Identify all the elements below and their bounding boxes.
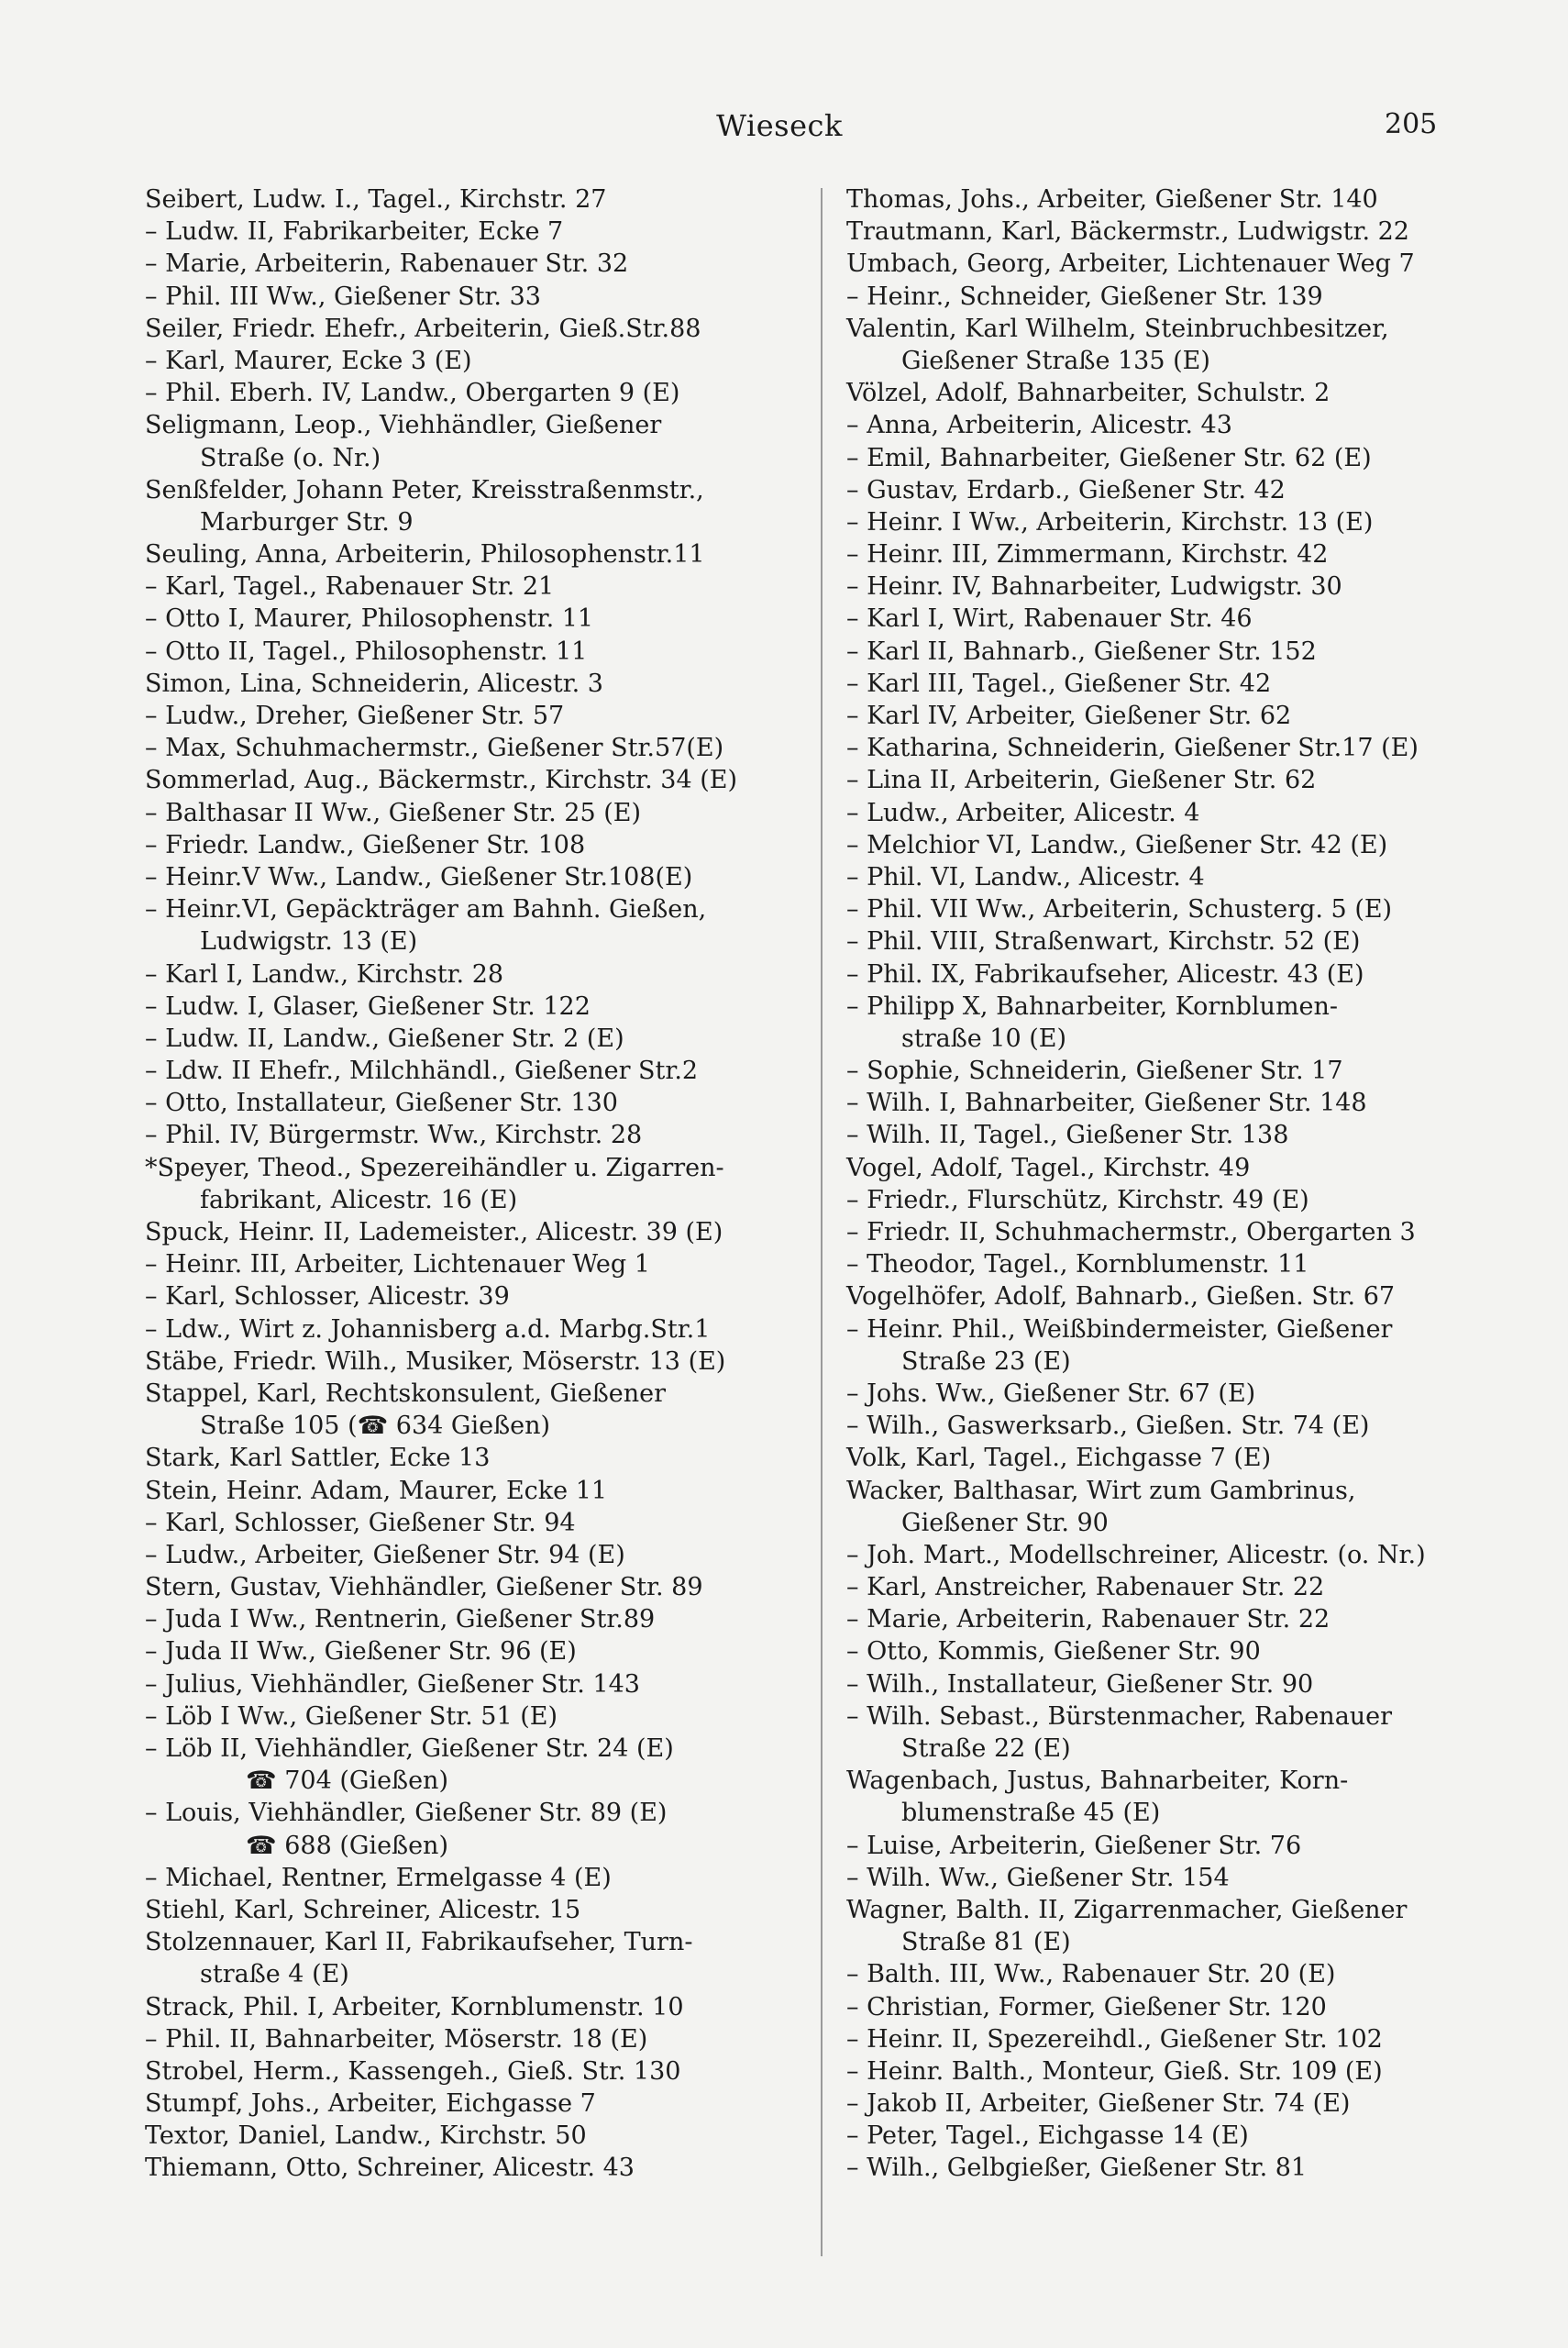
directory-entry-line: – Phil. VII Ww., Arbeiterin, Schusterg. 5 (E) xyxy=(846,895,1393,925)
directory-entry-line: Trautmann, Karl, Bäckermstr., Ludwigstr. 22 xyxy=(846,217,1409,247)
directory-entry-line: – Phil. Eberh. IV, Landw., Obergarten 9 (E) xyxy=(145,379,680,408)
directory-entry-line: – Heinr. III, Zimmermann, Kirchstr. 42 xyxy=(846,540,1329,570)
directory-entry-line: – Phil. IV, Bürgermstr. Ww., Kirchstr. 28 xyxy=(145,1121,643,1150)
directory-entry-line: – Friedr., Flurschütz, Kirchstr. 49 (E) xyxy=(846,1185,1309,1214)
directory-entry-line: – Friedr. II, Schuhmachermstr., Obergarten 3 xyxy=(846,1218,1416,1246)
directory-entry-line: Seuling, Anna, Arbeiterin, Philosophenstr.11 xyxy=(145,540,705,570)
directory-entry-line: Stark, Karl Sattler, Ecke 13 xyxy=(145,1444,491,1473)
directory-entry-line: – Luise, Arbeiterin, Gießener Str. 76 xyxy=(846,1831,1302,1860)
directory-entry-line: Seibert, Ludw. I., Tagel., Kirchstr. 27 xyxy=(145,185,607,214)
directory-entry-line: – Joh. Mart., Modellschreiner, Alicestr. (o. Nr.) xyxy=(846,1540,1426,1569)
page-title: Wieseck xyxy=(716,108,843,143)
directory-entry-line: – Heinr. IV, Bahnarbeiter, Ludwigstr. 30 xyxy=(846,572,1342,602)
directory-entry-line: – Ludw., Dreher, Gießener Str. 57 xyxy=(145,702,565,730)
directory-entry-line: – Marie, Arbeiterin, Rabenauer Str. 32 xyxy=(145,249,629,279)
page-number: 205 xyxy=(1385,108,1438,140)
directory-entry-line: – Karl I, Wirt, Rabenauer Str. 46 xyxy=(846,604,1253,634)
directory-entry-line: Stolzennauer, Karl II, Fabrikaufseher, Turn- xyxy=(145,1928,693,1957)
directory-entry-line: – Theodor, Tagel., Kornblumenstr. 11 xyxy=(846,1250,1309,1279)
directory-entry-line: – Juda I Ww., Rentnerin, Gießener Str.89 xyxy=(145,1605,656,1634)
directory-entry-line: Wagner, Balth. II, Zigarrenmacher, Gießener xyxy=(846,1895,1408,1924)
directory-entry-line: – Juda II Ww., Gießener Str. 96 (E) xyxy=(145,1637,577,1667)
directory-entry-line: – Michael, Rentner, Ermelgasse 4 (E) xyxy=(145,1863,612,1892)
directory-entry-line: – Wilh. Ww., Gießener Str. 154 xyxy=(846,1863,1230,1892)
directory-entry-line: Straße 81 (E) xyxy=(901,1928,1071,1957)
directory-entry-line: – Löb II, Viehhändler, Gießener Str. 24 (E) xyxy=(145,1734,674,1763)
directory-entry-line: – Ldw., Wirt z. Johannisberg a.d. Marbg.Str.1 xyxy=(145,1314,711,1344)
directory-entry-line: – Balth. III, Ww., Rabenauer Str. 20 (E) xyxy=(846,1960,1336,1989)
directory-entry-line: – Lina II, Arbeiterin, Gießener Str. 62 xyxy=(846,766,1317,795)
directory-entry-line: – Heinr. I Ww., Arbeiterin, Kirchstr. 13 (E) xyxy=(846,507,1374,537)
directory-entry-line: – Phil. III Ww., Gießener Str. 33 xyxy=(145,282,541,311)
directory-entry-line: – Karl, Maurer, Ecke 3 (E) xyxy=(145,346,472,375)
directory-entry-line: Straße 105 (☎ 634 Gießen) xyxy=(200,1412,551,1441)
directory-entry-line: Gießener Straße 135 (E) xyxy=(901,346,1210,375)
column-divider xyxy=(821,188,823,2256)
directory-entry-line: – Karl, Tagel., Rabenauer Str. 21 xyxy=(145,572,555,602)
directory-entry-line: Vogel, Adolf, Tagel., Kirchstr. 49 xyxy=(846,1153,1251,1182)
directory-entry-line: Straße 23 (E) xyxy=(901,1346,1071,1376)
directory-entry-line: – Heinr.V Ww., Landw., Gießener Str.108(E) xyxy=(145,862,693,892)
directory-entry-line: Stäbe, Friedr. Wilh., Musiker, Möserstr. 13 (E) xyxy=(145,1346,726,1376)
directory-entry-line: – Louis, Viehhändler, Gießener Str. 89 (E) xyxy=(145,1799,668,1828)
directory-entry-line: – Johs. Ww., Gießener Str. 67 (E) xyxy=(846,1379,1256,1408)
directory-entry-line: – Wilh. I, Bahnarbeiter, Gießener Str. 148 xyxy=(846,1089,1367,1118)
directory-entry-line: – Ldw. II Ehefr., Milchhändl., Gießener Str.2 xyxy=(145,1057,699,1086)
directory-entry-line: Seligmann, Leop., Viehhändler, Gießener xyxy=(145,411,662,440)
directory-entry-line: – Julius, Viehhändler, Gießener Str. 143 xyxy=(145,1669,640,1699)
directory-entry-line: – Wilh., Gelbgießer, Gießener Str. 81 xyxy=(846,2154,1308,2183)
directory-entry-line: – Christian, Former, Gießener Str. 120 xyxy=(846,1992,1327,2021)
directory-entry-line: – Sophie, Schneiderin, Gießener Str. 17 xyxy=(846,1057,1343,1086)
directory-entry-line: straße 10 (E) xyxy=(901,1024,1067,1053)
directory-entry-line: Straße (o. Nr.) xyxy=(200,443,381,472)
directory-entry-line: – Ludw. II, Fabrikarbeiter, Ecke 7 xyxy=(145,217,564,247)
directory-entry-line: ☎ 704 (Gießen) xyxy=(246,1767,448,1796)
directory-entry-line: Völzel, Adolf, Bahnarbeiter, Schulstr. 2 xyxy=(846,379,1331,408)
directory-entry-line: – Karl, Schlosser, Alicestr. 39 xyxy=(145,1282,510,1312)
directory-entry-line: Gießener Str. 90 xyxy=(901,1508,1109,1537)
directory-entry-line: Marburger Str. 9 xyxy=(200,507,414,537)
directory-entry-line: – Ludw., Arbeiter, Alicestr. 4 xyxy=(846,798,1200,827)
directory-entry-line: Ludwigstr. 13 (E) xyxy=(200,927,418,957)
directory-entry-line: Strack, Phil. I, Arbeiter, Kornblumenstr. 10 xyxy=(145,1992,684,2021)
directory-entry-line: – Ludw., Arbeiter, Gießener Str. 94 (E) xyxy=(145,1540,625,1569)
directory-entry-line: Valentin, Karl Wilhelm, Steinbruchbesitzer, xyxy=(846,314,1389,343)
directory-entry-line: – Heinr., Schneider, Gießener Str. 139 xyxy=(846,282,1323,311)
directory-entry-line: – Wilh., Installateur, Gießener Str. 90 xyxy=(846,1669,1314,1699)
directory-entry-line: Stappel, Karl, Rechtskonsulent, Gießener xyxy=(145,1379,667,1408)
directory-entry-line: – Ludw. I, Glaser, Gießener Str. 122 xyxy=(145,991,591,1021)
directory-entry-line: Umbach, Georg, Arbeiter, Lichtenauer Weg 7 xyxy=(846,249,1415,279)
directory-entry-line: Sommerlad, Aug., Bäckermstr., Kirchstr. 34 (E) xyxy=(145,766,737,795)
directory-entry-line: – Wilh., Gaswerksarb., Gießen. Str. 74 (E) xyxy=(846,1412,1370,1441)
directory-entry-line: – Philipp X, Bahnarbeiter, Kornblumen- xyxy=(846,991,1339,1021)
directory-entry-line: Spuck, Heinr. II, Lademeister., Alicestr. 39 (E) xyxy=(145,1218,723,1246)
directory-entry-line: Stein, Heinr. Adam, Maurer, Ecke 11 xyxy=(145,1476,608,1505)
directory-entry-line: Wacker, Balthasar, Wirt zum Gambrinus, xyxy=(846,1476,1356,1505)
directory-entry-line: ☎ 688 (Gießen) xyxy=(246,1831,448,1860)
directory-entry-line: straße 4 (E) xyxy=(200,1960,349,1989)
directory-entry-line: – Balthasar II Ww., Gießener Str. 25 (E) xyxy=(145,798,641,827)
directory-entry-line: – Heinr. Balth., Monteur, Gieß. Str. 109 (E) xyxy=(846,2056,1383,2086)
directory-entry-line: Wagenbach, Justus, Bahnarbeiter, Korn- xyxy=(846,1767,1349,1796)
directory-entry-line: Stumpf, Johs., Arbeiter, Eichgasse 7 xyxy=(145,2089,596,2119)
directory-entry-line: fabrikant, Alicestr. 16 (E) xyxy=(200,1185,518,1214)
directory-entry-line: – Wilh. II, Tagel., Gießener Str. 138 xyxy=(846,1121,1289,1150)
directory-entry-line: – Heinr.VI, Gepäckträger am Bahnh. Gießen, xyxy=(145,895,707,925)
directory-entry-line: – Karl II, Bahnarb., Gießener Str. 152 xyxy=(846,637,1317,666)
directory-entry-line: – Phil. IX, Fabrikaufseher, Alicestr. 43 (E) xyxy=(846,959,1364,989)
directory-entry-line: Stern, Gustav, Viehhändler, Gießener Str. 89 xyxy=(145,1573,703,1602)
directory-entry-line: – Phil. VI, Landw., Alicestr. 4 xyxy=(846,862,1205,892)
directory-entry-line: – Karl, Schlosser, Gießener Str. 94 xyxy=(145,1508,576,1537)
directory-entry-line: Straße 22 (E) xyxy=(901,1734,1071,1763)
directory-entry-line: – Wilh. Sebast., Bürstenmacher, Rabenauer xyxy=(846,1701,1393,1731)
directory-entry-line: – Emil, Bahnarbeiter, Gießener Str. 62 (E) xyxy=(846,443,1372,472)
directory-entry-line: – Ludw. II, Landw., Gießener Str. 2 (E) xyxy=(145,1024,624,1053)
directory-entry-line: Simon, Lina, Schneiderin, Alicestr. 3 xyxy=(145,669,603,698)
directory-entry-line: blumenstraße 45 (E) xyxy=(901,1799,1161,1828)
directory-entry-line: – Anna, Arbeiterin, Alicestr. 43 xyxy=(846,411,1232,440)
directory-entry-line: – Otto II, Tagel., Philosophenstr. 11 xyxy=(145,637,588,666)
directory-entry-line: – Karl, Anstreicher, Rabenauer Str. 22 xyxy=(846,1573,1325,1602)
directory-entry-line: Thiemann, Otto, Schreiner, Alicestr. 43 xyxy=(145,2154,635,2183)
directory-entry-line: Seiler, Friedr. Ehefr., Arbeiterin, Gieß.Str.88 xyxy=(145,314,701,343)
directory-entry-line: Thomas, Johs., Arbeiter, Gießener Str. 140 xyxy=(846,185,1378,214)
directory-entry-line: – Otto, Kommis, Gießener Str. 90 xyxy=(846,1637,1261,1667)
directory-entry-line: – Phil. II, Bahnarbeiter, Möserstr. 18 (E) xyxy=(145,2024,648,2054)
directory-entry-line: – Katharina, Schneiderin, Gießener Str.17 (E) xyxy=(846,734,1419,763)
directory-entry-line: – Phil. VIII, Straßenwart, Kirchstr. 52 (E) xyxy=(846,927,1361,957)
right-column xyxy=(846,183,1507,2185)
directory-entry-line: – Otto, Installateur, Gießener Str. 130 xyxy=(145,1089,618,1118)
directory-entry-line: – Peter, Tagel., Eichgasse 14 (E) xyxy=(846,2121,1249,2151)
directory-entry-line: – Löb I Ww., Gießener Str. 51 (E) xyxy=(145,1701,558,1731)
directory-entry-line: Senßfelder, Johann Peter, Kreisstraßenmstr., xyxy=(145,475,704,504)
directory-entry-line: – Gustav, Erdarb., Gießener Str. 42 xyxy=(846,475,1286,504)
directory-entry-line: – Karl IV, Arbeiter, Gießener Str. 62 xyxy=(846,702,1292,730)
directory-entry-line: – Karl III, Tagel., Gießener Str. 42 xyxy=(846,669,1272,698)
directory-entry-line: – Karl I, Landw., Kirchstr. 28 xyxy=(145,959,504,989)
directory-entry-line: Stiehl, Karl, Schreiner, Alicestr. 15 xyxy=(145,1895,581,1924)
directory-entry-line: – Friedr. Landw., Gießener Str. 108 xyxy=(145,830,586,859)
directory-entry-line: *Speyer, Theod., Spezereihändler u. Zigarren- xyxy=(145,1153,724,1182)
directory-entry-line: – Marie, Arbeiterin, Rabenauer Str. 22 xyxy=(846,1605,1331,1634)
directory-entry-line: – Heinr. II, Spezereihdl., Gießener Str. 102 xyxy=(846,2024,1383,2054)
left-column xyxy=(145,183,823,2185)
directory-entry-line: Vogelhöfer, Adolf, Bahnarb., Gießen. Str. 67 xyxy=(846,1282,1396,1312)
directory-entry-line: – Heinr. III, Arbeiter, Lichtenauer Weg 1 xyxy=(145,1250,650,1279)
directory-entry-line: – Jakob II, Arbeiter, Gießener Str. 74 (E) xyxy=(846,2089,1351,2119)
directory-entry-line: Volk, Karl, Tagel., Eichgasse 7 (E) xyxy=(846,1444,1272,1473)
directory-entry-line: – Melchior VI, Landw., Gießener Str. 42 (E) xyxy=(846,830,1388,859)
directory-entry-line: – Heinr. Phil., Weißbindermeister, Gießener xyxy=(846,1314,1393,1344)
directory-entry-line: – Otto I, Maurer, Philosophenstr. 11 xyxy=(145,604,594,634)
directory-entry-line: Strobel, Herm., Kassengeh., Gieß. Str. 130 xyxy=(145,2056,681,2086)
directory-entry-line: – Max, Schuhmachermstr., Gießener Str.57(E) xyxy=(145,734,724,763)
directory-entry-line: Textor, Daniel, Landw., Kirchstr. 50 xyxy=(145,2121,587,2151)
